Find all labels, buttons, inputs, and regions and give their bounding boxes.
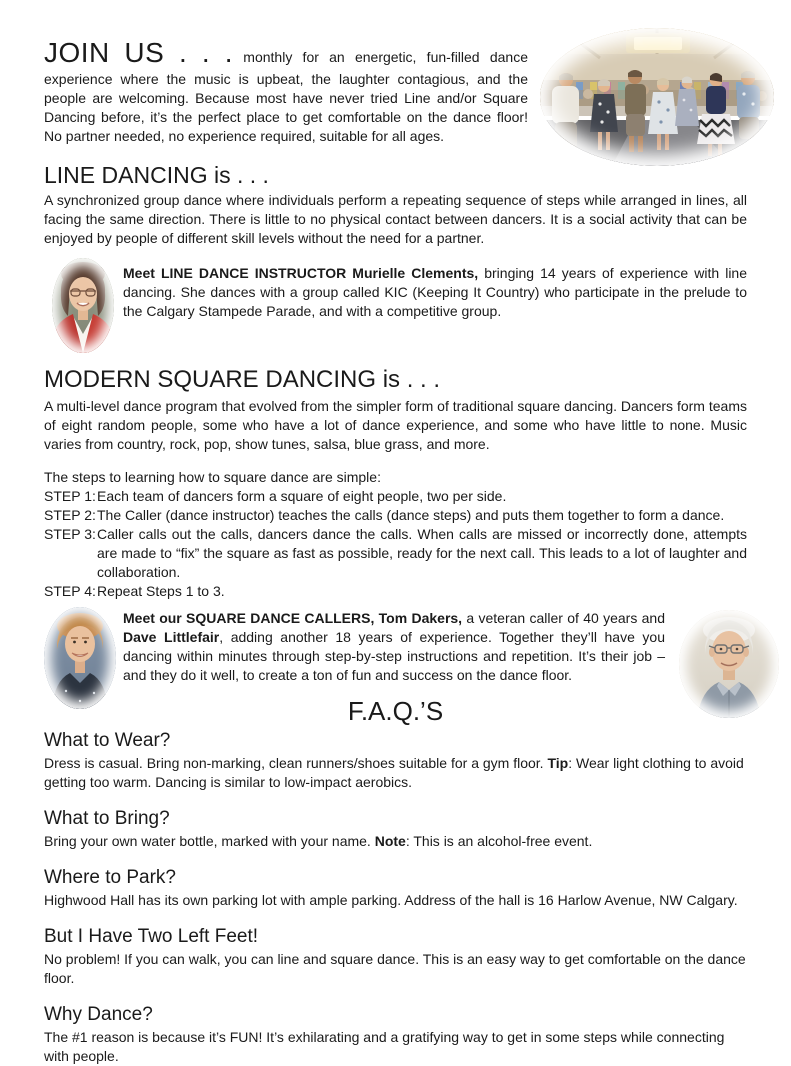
join-us-paragraph (44, 36, 528, 146)
callers-rest: , adding another 18 years of experience. Together they’ll have you dancing within minutes through step-by-step instructions and repetition. It’s their job – and they do it well, to create a ton of fun and success on the dance floor. (123, 629, 665, 683)
faq-question: But I Have Two Left Feet! (44, 926, 259, 947)
square-dancing-body: A multi-level dance program that evolved from the simpler form of traditional square dancing. Dancers form teams of eight random people, some who have a lot of dance experience, and some who have little to none. Music varies from country, rock, pop, show tunes, salsa, blue grass, and more. (44, 398, 747, 452)
join-us-heading: JOIN US . . . (44, 37, 234, 68)
group-dance-photo (540, 28, 774, 166)
faq-question: What to Wear? (44, 730, 171, 751)
step-item (44, 487, 747, 506)
faq-question: Where to Park? (44, 867, 176, 888)
murielle-clements-photo (52, 258, 114, 353)
faq-answer-text: No problem! If you can walk, you can line and square dance. This is an easy way to get comfortable on the dance floor. (44, 951, 746, 986)
step-text: The Caller (dance instructor) teaches the calls (dance steps) and puts them together to form a dance. (97, 507, 725, 523)
faq-section (44, 696, 747, 1066)
step-item (44, 582, 747, 601)
murielle-portrait-illustration (52, 258, 114, 353)
join-us-body: monthly for an energetic, fun-filled dance experience where the music is upbeat, the laughter contagious, and the people are welcoming. Because most have never tried Line and/or Square Dancing before, it’s the perfect place to get comfortable on the dance floor! No partner needed, no experience required, suitable for all ages. (44, 49, 528, 144)
step-text: Caller calls out the calls, dancers dance the calls. When calls are missed or incorrectly done, attempts are made to “fix” the square as fast as possible, ready for the next call. This leads to a lot of laughter and collaboration. (97, 526, 747, 580)
line-dancing-heading: LINE DANCING is . . . (44, 162, 269, 188)
dave-littlefair-photo (679, 610, 779, 718)
step-label: STEP 3: (44, 526, 96, 542)
faq-answer (44, 754, 747, 792)
instructor-paragraph (123, 264, 747, 321)
step-label: STEP 4: (44, 583, 96, 599)
faq-answer-bold: Tip (547, 755, 569, 771)
faq-answer-text: Dress is casual. Bring non-marking, clean runners/shoes suitable for a gym floor. (44, 755, 548, 771)
instructor-lead: Meet LINE DANCE INSTRUCTOR Murielle Clements, (123, 265, 479, 281)
square-dancing-section (44, 366, 747, 601)
faq-answer (44, 1028, 747, 1066)
step-text: Each team of dancers form a square of eight people, two per side. (97, 488, 507, 504)
faq-item-where-to-park (44, 866, 747, 910)
callers-mid: a veteran caller of 40 years and (466, 610, 666, 626)
faq-answer (44, 950, 747, 988)
square-dancing-heading: MODERN SQUARE DANCING is . . . (44, 366, 441, 393)
callers-paragraph (123, 609, 665, 685)
faq-item-what-to-bring (44, 807, 747, 851)
step-text: Repeat Steps 1 to 3. (97, 583, 225, 599)
faq-item-what-to-wear (44, 729, 747, 792)
faq-answer-text: Highwood Hall has its own parking lot with ample parking. Address of the hall is 16 Harlow Avenue, NW Calgary. (44, 892, 738, 908)
faq-heading: F.A.Q.’S (347, 696, 444, 726)
instructor-section (44, 258, 747, 353)
steps-list (44, 487, 747, 601)
step-item (44, 506, 747, 525)
faq-answer-text: : This is an alcohol-free event. (405, 833, 593, 849)
faq-answer-text: : Wear light clothing to avoid getting too warm. Dancing is similar to low-impact aerobics. (44, 755, 744, 790)
faq-list (44, 729, 747, 1066)
line-dancing-section (44, 162, 747, 248)
steps-intro: The steps to learning how to square dance are simple: (44, 469, 381, 485)
callers-name-2: Dave Littlefair (123, 629, 220, 645)
step-label: STEP 1: (44, 488, 96, 504)
faq-answer (44, 832, 747, 851)
dave-portrait-illustration (679, 610, 779, 718)
faq-question: What to Bring? (44, 808, 170, 829)
step-label: STEP 2: (44, 507, 96, 523)
instructor-body: bringing 14 years of experience with line dancing. She dances with a group called KIC (Keeping It Country) who participate in the prelude to the Calgary Stampede Parade, and with a competitive group. (123, 265, 748, 319)
faq-answer-text: Bring your own water bottle, marked with your name. (44, 833, 375, 849)
tom-dakers-photo (44, 607, 116, 709)
faq-answer-bold: Note (374, 833, 406, 849)
faq-answer (44, 891, 747, 910)
line-dancing-body: A synchronized group dance where individuals perform a repeating sequence of steps while arranged in lines, all facing the same direction. There is little to no physical contact between dancers. It is a social activity that can be enjoyed by people of different skill levels without the need for a partner. (44, 192, 747, 246)
faq-item-two-left-feet (44, 925, 747, 988)
faq-answer-text: The #1 reason is because it’s FUN! It’s exhilarating and a gratifying way to get in some steps while connecting with people. (44, 1029, 725, 1064)
group-dance-illustration (540, 28, 774, 166)
tom-portrait-illustration (44, 607, 116, 709)
callers-lead: Meet our SQUARE DANCE CALLERS, Tom Dakers, (123, 610, 463, 626)
step-item (44, 525, 747, 582)
faq-question: Why Dance? (44, 1004, 153, 1025)
faq-item-why-dance (44, 1003, 747, 1066)
